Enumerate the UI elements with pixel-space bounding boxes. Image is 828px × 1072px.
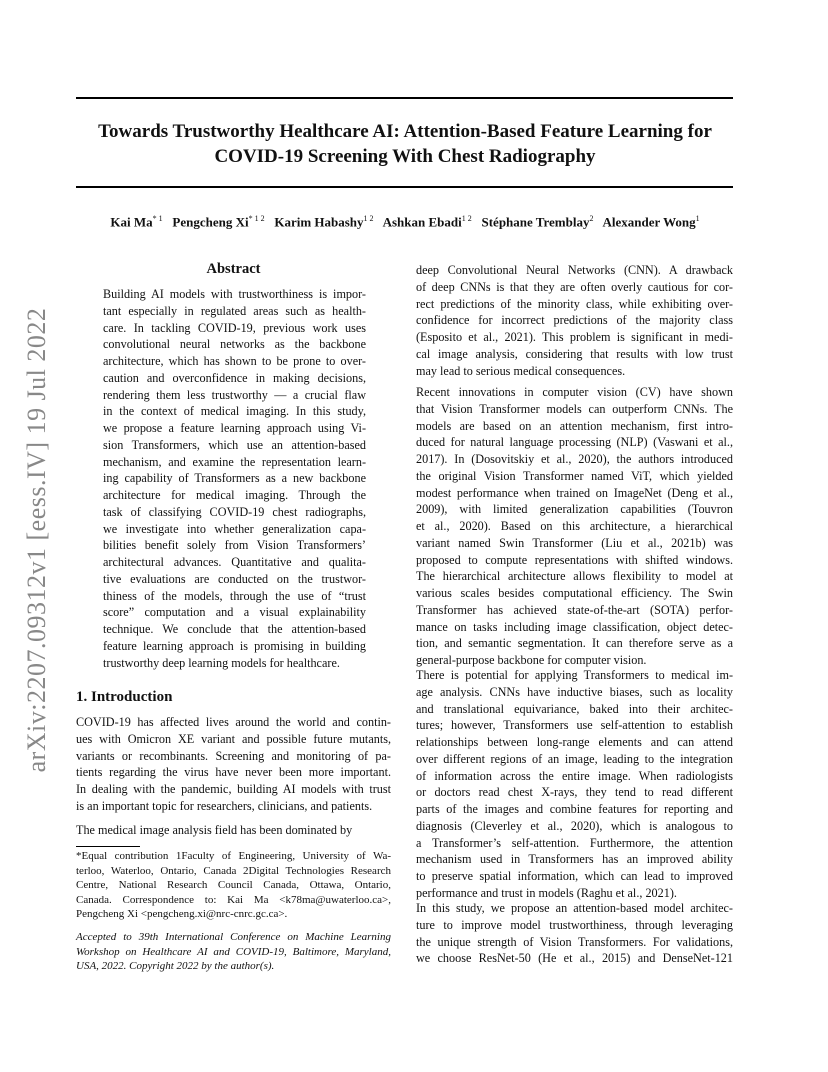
text-line: Workshop on Healthcare AI and COVID-19, Baltimore, Maryland, bbox=[76, 945, 391, 958]
text-line: to preserve spatial information, which can lead to improved bbox=[416, 869, 733, 883]
introduction-paragraph bbox=[76, 822, 391, 839]
author-name: Karim Habashy bbox=[274, 214, 364, 230]
text-line: Recent innovations in computer vision (CV) have shown bbox=[416, 385, 733, 399]
footnote-rule bbox=[76, 846, 140, 847]
text-line: Centre, National Research Council Canada, Ottawa, Ontario, bbox=[76, 879, 391, 892]
text-line: we propose a feature learning approach using Vi- bbox=[103, 421, 366, 435]
text-line: ing capability of Transformers as a new backbone bbox=[103, 471, 366, 486]
text-line: architectural advances. Quantitative and qualita- bbox=[103, 555, 366, 569]
footnote-accepted bbox=[76, 930, 391, 974]
text-line: variant named Swin Transformer (Liu et al., 2021b) was bbox=[416, 535, 733, 550]
text-line: 2009), with limited generalization capabilities (Touvron bbox=[416, 502, 733, 517]
right-paragraph bbox=[416, 900, 733, 967]
title-line: Towards Trustworthy Healthcare AI: Attention-Based Feature Learning for bbox=[98, 121, 712, 142]
text-line: over different regions of an image, leading to the integration bbox=[416, 751, 733, 766]
text-line: There is potential for applying Transformers to medical im- bbox=[416, 668, 733, 682]
text-line: tures; however, Transformers use self-attention to establish bbox=[416, 718, 733, 733]
text-line: COVID-19 has affected lives around the world and contin- bbox=[76, 715, 391, 729]
author-name: Ashkan Ebadi bbox=[382, 214, 462, 230]
text-line: technique. We conclude that the attention-based bbox=[103, 622, 366, 636]
text-line: ues with Omicron XE variant and possible future mutants, bbox=[76, 731, 391, 746]
right-paragraph bbox=[416, 384, 733, 669]
text-line: mechanism used in Transformers has an improved ability bbox=[416, 852, 733, 867]
text-line: convolutional neural networks as the backbone bbox=[103, 337, 366, 352]
text-line: or doctors read chest X-rays, they tend to read different bbox=[416, 785, 733, 800]
arxiv-side-label bbox=[12, 300, 62, 780]
author-affiliation: 2 bbox=[589, 214, 594, 223]
author-list bbox=[60, 214, 750, 230]
text-line: mechanism, and examine the representation learn- bbox=[103, 454, 366, 469]
abstract-body bbox=[103, 286, 366, 671]
text-line: we investigate into whether generalization capa- bbox=[103, 521, 366, 536]
author-name: Pengcheng Xi bbox=[172, 214, 249, 230]
right-paragraph bbox=[416, 667, 733, 902]
text-line: (Esposito et al., 2021). This problem is significant in medi- bbox=[416, 330, 733, 344]
text-line: we choose ResNet-50 (He et al., 2015) and DenseNet-121 bbox=[416, 951, 733, 966]
text-line: tive evaluations are conducted on the trustwor- bbox=[103, 571, 366, 586]
author-affiliation: * 1 bbox=[152, 214, 163, 223]
text-line: 2017). In (Dosovitskiy et al., 2020), the authors introduced bbox=[416, 452, 733, 466]
text-line: In dealing with the pandemic, building AI models with trust bbox=[76, 782, 391, 796]
title-bottom-rule bbox=[76, 186, 733, 188]
text-line: terloo, Waterloo, Ontario, Canada 2Digital Technologies Research bbox=[76, 864, 391, 877]
author-affiliation: 1 bbox=[695, 214, 700, 223]
text-line: Transformer has achieved state-of-the-art (SOTA) perfor- bbox=[416, 602, 733, 617]
text-line: modest performance when trained on ImageNet (Deng et al., bbox=[416, 485, 733, 500]
text-line: tients regarding the virus have never been more important. bbox=[76, 765, 391, 780]
right-paragraph bbox=[416, 262, 733, 379]
text-line: ture to improve model trustworthiness, through leveraging bbox=[416, 917, 733, 932]
text-line: mance on tasks including image classification, object detec- bbox=[416, 619, 733, 634]
text-line: of deep CNNs is that they are often overly cautious for cor- bbox=[416, 279, 733, 294]
introduction-paragraph bbox=[76, 714, 391, 815]
text-line: may lead to serious medical consequences. bbox=[416, 363, 626, 378]
text-line: that Vision Transformer models can outperform CNNs. The bbox=[416, 401, 733, 416]
text-line: The hierarchical architecture allows flexibility to model at bbox=[416, 569, 733, 584]
text-line: *Equal contribution 1Faculty of Engineering, University of Wa- bbox=[76, 850, 391, 862]
author-affiliation: * 1 2 bbox=[248, 214, 265, 223]
author-affiliation: 1 2 bbox=[461, 214, 472, 223]
text-line: deep Convolutional Neural Networks (CNN). A drawback bbox=[416, 263, 733, 277]
text-line: Pengcheng Xi <pengcheng.xi@nrc-cnrc.gc.ca>. bbox=[76, 908, 288, 921]
text-line: age analysis. CNNs have inductive biases, such as locality bbox=[416, 684, 733, 699]
text-line: tant especially in regulated areas such as health- bbox=[103, 303, 366, 318]
text-line: models are based on an attention mechanism, first intro- bbox=[416, 418, 733, 433]
arxiv-id-text: arXiv:2207.09312v1 [eess.IV] 19 Jul 2022 bbox=[22, 307, 51, 773]
text-line: proposed to compute representations with shifted windows. bbox=[416, 552, 733, 567]
text-line: parts of the images and combine features for reporting and bbox=[416, 802, 733, 816]
author-name: Alexander Wong bbox=[602, 214, 696, 230]
text-line: trustworthy deep learning models for healthcare. bbox=[103, 655, 340, 670]
paper-title bbox=[60, 119, 750, 169]
text-line: and translational equivariance, baked into their architec- bbox=[416, 701, 733, 716]
text-line: is an important topic for researchers, clinicians, and patients. bbox=[76, 798, 373, 813]
text-line: et al., 2020). Based on this architecture, a hierarchical bbox=[416, 519, 733, 533]
text-line: sion Transformers, which use an attention-based bbox=[103, 437, 366, 452]
text-line: Canada. Correspondence to: Kai Ma <k78ma@uwaterloo.ca>, bbox=[76, 893, 391, 906]
text-line: The medical image analysis field has been dominated by bbox=[76, 823, 353, 837]
text-line: confidence for incorrect predictions of the majority class bbox=[416, 313, 733, 328]
text-line: tion, and semantic segmentation. It can therefore serve as a bbox=[416, 636, 733, 651]
text-line: relationships between long-range elements and can attend bbox=[416, 735, 733, 749]
text-line: architecture for medical imaging. Through the bbox=[103, 488, 366, 502]
text-line: cal image analysis, considering that results with low trust bbox=[416, 346, 733, 361]
text-line: architecture, which has shown to be prone to over- bbox=[103, 354, 366, 368]
text-line: care. In tackling COVID-19, previous work uses bbox=[103, 320, 366, 335]
text-line: task of classifying COVID-19 chest radiographs, bbox=[103, 504, 366, 519]
text-line: in the context of medical imaging. In this study, bbox=[103, 404, 366, 419]
author-name: Stéphane Tremblay bbox=[481, 214, 590, 230]
text-line: variants or recombinants. Screening and monitoring of pa- bbox=[76, 748, 391, 763]
text-line: the unique strength of Vision Transformers. For validations, bbox=[416, 934, 733, 949]
text-line: rect predictions of the minority class, while exhibiting over- bbox=[416, 296, 733, 311]
text-line: caution and overconfidence in making decisions, bbox=[103, 370, 366, 385]
title-top-rule bbox=[76, 97, 733, 99]
text-line: rendering them less trustworthy — a crucial flaw bbox=[103, 387, 366, 402]
author-name: Kai Ma bbox=[110, 214, 153, 230]
title-line: COVID-19 Screening With Chest Radiography bbox=[214, 146, 596, 167]
text-line: USA, 2022. Copyright 2022 by the author(s). bbox=[76, 960, 275, 973]
text-line: Accepted to 39th International Conference on Machine Learning bbox=[76, 931, 391, 943]
text-line: general-purpose backbone for computer vision. bbox=[416, 653, 647, 667]
text-line: performance and trust in models (Raghu et al., 2021). bbox=[416, 885, 677, 900]
text-line: a Transformer’s self-attention. Furthermore, the attention bbox=[416, 835, 733, 850]
text-line: In this study, we propose an attention-based model architec- bbox=[416, 901, 733, 915]
text-line: Building AI models with trustworthiness is impor- bbox=[103, 287, 366, 301]
text-line: feature learning approach is promising in building bbox=[103, 638, 366, 653]
text-line: thiness of the models, through the use of “trust bbox=[103, 588, 366, 603]
text-line: bilities benefit solely from Vision Transformers’ bbox=[103, 538, 366, 553]
text-line: duced for natural language processing (NLP) (Vaswani et al., bbox=[416, 435, 733, 450]
author-affiliation: 1 2 bbox=[363, 214, 374, 223]
section-heading-introduction: 1. Introduction bbox=[76, 689, 173, 705]
footnote-affiliations bbox=[76, 849, 391, 922]
text-line: of information across the entire image. When radiologists bbox=[416, 768, 733, 783]
text-line: diagnosis (Cleverley et al., 2020), which is analogous to bbox=[416, 818, 733, 833]
text-line: the original Vision Transformer named ViT, which yielded bbox=[416, 468, 733, 483]
text-line: various scales besides computational efficiency. The Swin bbox=[416, 586, 733, 600]
text-line: score” computation and a visual explainability bbox=[103, 605, 366, 620]
abstract-heading: Abstract bbox=[206, 261, 261, 277]
